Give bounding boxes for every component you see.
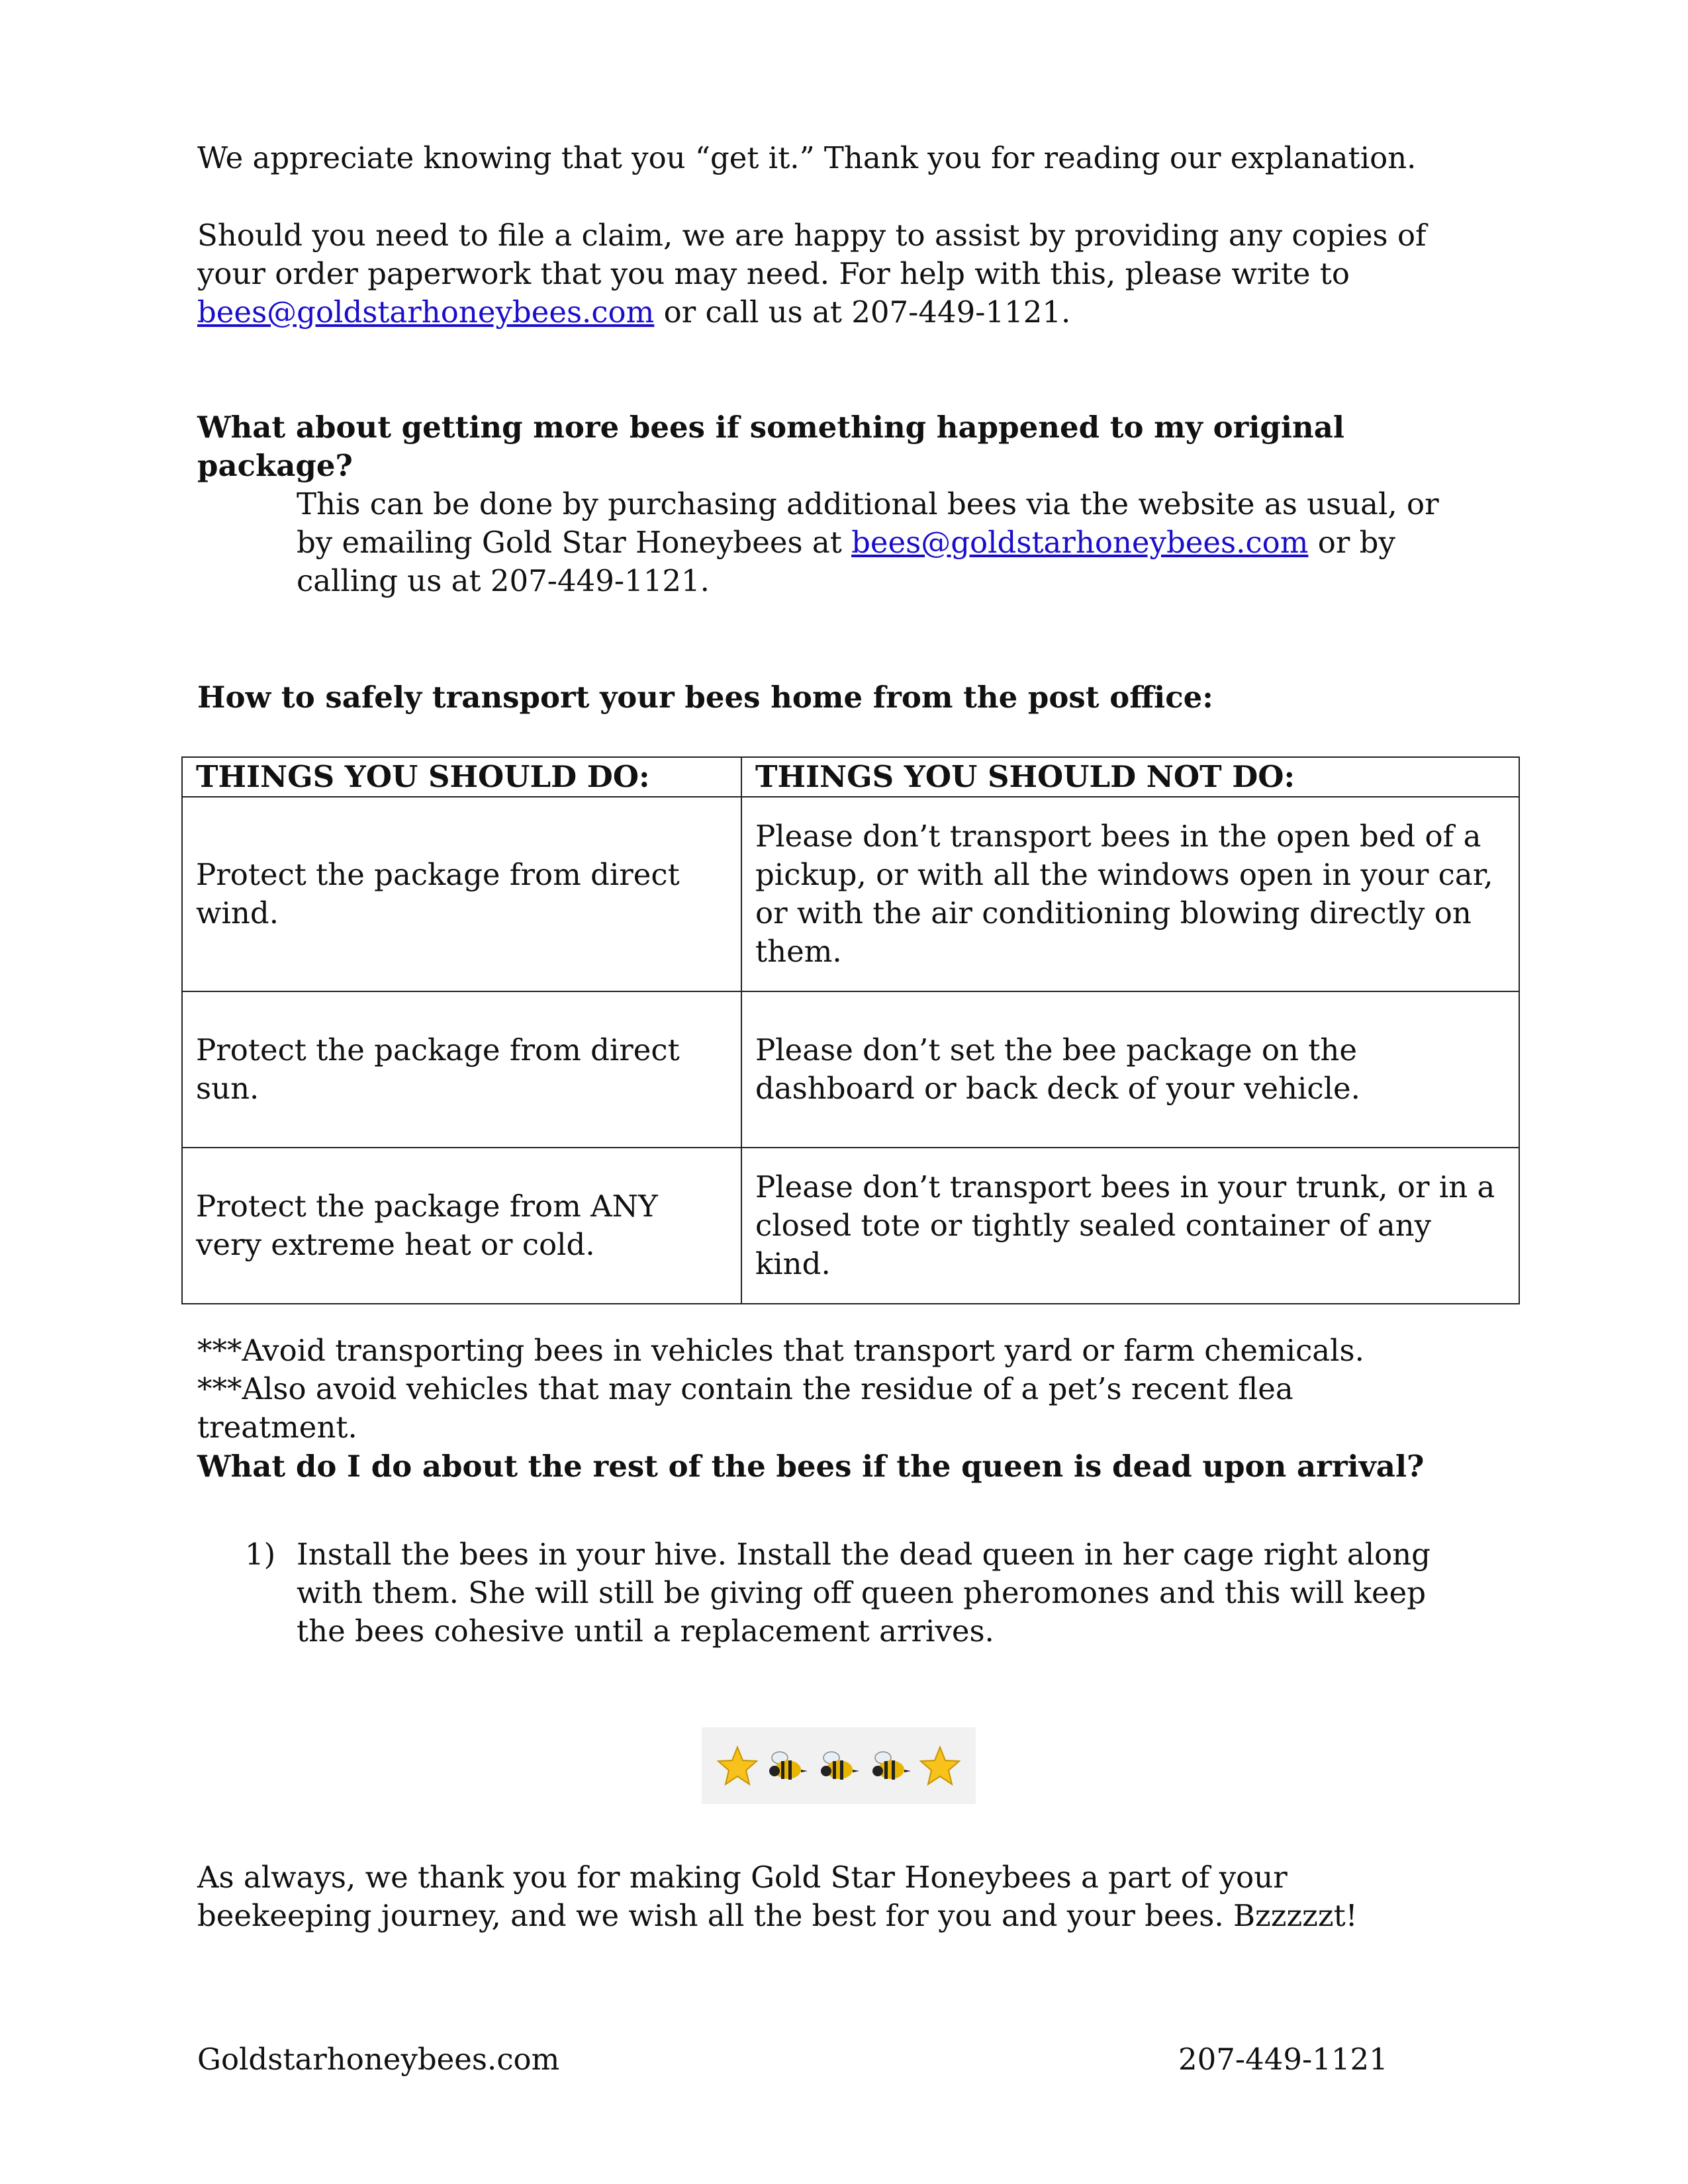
table-row [182,991,1519,1148]
bee-icon [867,1746,914,1786]
do-cell: Protect the package from direct sun. [182,991,741,1148]
list-item-text: Install the bees in your hive. Install the dead queen in her cage right along with them. She will still be giving off queen pheromones and this will keep the bees cohesive until a replacement arrives. [297,1537,1430,1649]
table-row [182,797,1519,991]
star-icon [716,1745,759,1787]
do-cell: Protect the package from direct wind. [182,797,741,991]
gold-star-emblem [702,1727,976,1804]
more-bees-email-link[interactable]: bees@goldstarhoneybees.com [851,525,1309,560]
transport-note-2: ***Also avoid vehicles that may contain the residue of a pet’s recent flea treatment. [197,1371,1293,1445]
more-bees-text-before: This can be done by purchasing additional bees via the website as usual, or by emailing Gold Star Honeybees at [297,486,1439,560]
column-header-do: THINGS YOU SHOULD DO: [182,757,741,797]
transport-heading: How to safely transport your bees home from the post office: [197,680,1213,715]
list-item-number: 1) [245,1537,276,1572]
do-cell: Protect the package from ANY very extreme heat or cold. [182,1148,741,1304]
dont-cell: Please don’t set the bee package on the dashboard or back deck of your vehicle. [741,991,1519,1148]
dont-cell: Please don’t transport bees in the open bed of a pickup, or with all the windows open in your car, or with the air conditioning blowing directly on them. [741,797,1519,991]
claim-text-before: Should you need to file a claim, we are happy to assist by providing any copies of your order paperwork that you may need. For help with this, please write to [197,218,1427,291]
claim-email-link[interactable]: bees@goldstarhoneybees.com [197,295,655,330]
claim-paragraph [197,216,1442,332]
bee-icon [764,1746,810,1786]
star-icon [919,1745,961,1787]
more-bees-heading: What about getting more bees if something happened to my original package? [197,410,1344,483]
dead-queen-heading: What do I do about the rest of the bees if the queen is dead upon arrival? [197,1449,1425,1484]
list-item [245,1535,1470,1651]
column-header-dont: THINGS YOU SHOULD NOT DO: [741,757,1519,797]
bee-icon [816,1746,862,1786]
transport-table [181,756,1520,1304]
numbered-list [245,1535,1470,1651]
table-row [182,1148,1519,1304]
table-header-row [182,757,1519,797]
more-bees-paragraph [297,485,1462,600]
claim-text-after: or call us at 207-449-1121. [654,295,1071,330]
footer-website: Goldstarhoneybees.com [197,2042,560,2077]
more-bees-text-after: or by calling us at 207-449-1121. [297,525,1395,598]
dont-cell: Please don’t transport bees in your trunk, or in a closed tote or tightly sealed container of any kind. [741,1148,1519,1304]
footer-phone: 207-449-1121 [1178,2042,1388,2077]
closing-paragraph: As always, we thank you for making Gold Star Honeybees a part of your beekeeping journey, and we wish all the best for you and your bees. Bzzzzzt! [197,1860,1358,1933]
intro-line: We appreciate knowing that you “get it.” Thank you for reading our explanation. [197,140,1417,175]
transport-note-1: ***Avoid transporting bees in vehicles that transport yard or farm chemicals. [197,1333,1364,1368]
